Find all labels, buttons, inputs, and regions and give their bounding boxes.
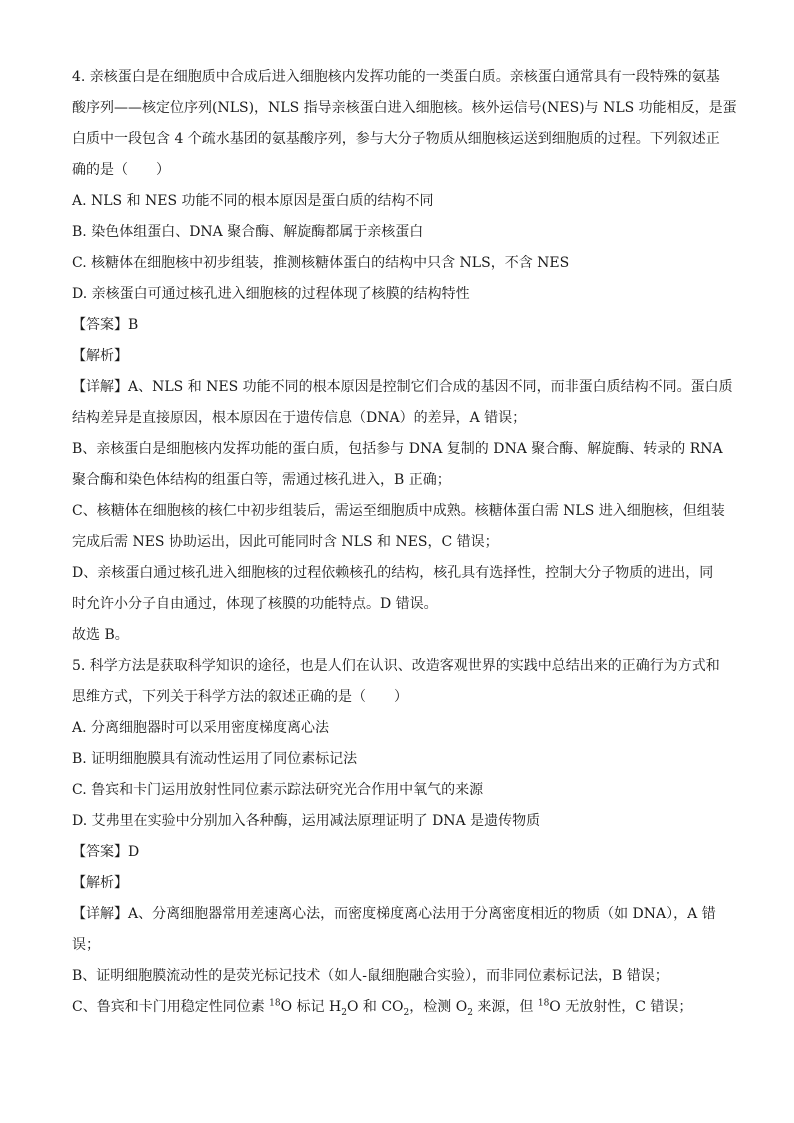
document-page [72,62,737,1023]
question-stem-line: 确的是（ ） [72,162,170,178]
question-5 [72,651,724,1023]
option-b: B. 证明细胞膜具有流动性运用了同位素标记法 [72,751,358,767]
option-c: C. 核糖体在细胞核中初步组装，推测核糖体蛋白的结构中只含 NLS，不含 NES [72,255,570,271]
question-stem-line: 4. 亲核蛋白是在细胞质中合成后进入细胞核内发挥功能的一类蛋白质。亲核蛋白通常具有一段特殊的氨基 [72,69,720,85]
text-run: O 标记 H [280,999,342,1015]
explanation-line: C、核糖体在细胞核的核仁中初步组装后，需运至细胞质中成熟。核糖体蛋白需 NLS 进入细胞核，但组装 [72,503,725,519]
text-run: ，检测 O [409,999,468,1015]
explanation-line: 【详解】A、NLS 和 NES 功能不同的根本原因是控制它们合成的基因不同，而非蛋白质结构不同。蛋白质 [72,379,733,395]
option-d: D. 亲核蛋白可通过核孔进入细胞核的过程体现了核膜的结构特性 [72,286,470,302]
explanation-line: 时允许小分子自由通过，体现了核膜的功能特点。D 错误。 [72,596,438,612]
option-b: B. 染色体组蛋白、DNA 聚合酶、解旋酶都属于亲核蛋白 [72,224,424,240]
explanation-line: 误； [72,937,100,953]
option-a: A. 分离细胞器时可以采用密度梯度离心法 [72,720,330,736]
explanation-line: 结构差异是直接原因，根本原因在于遗传信息（DNA）的差异，A 错误； [72,410,527,426]
option-a: A. NLS 和 NES 功能不同的根本原因是蛋白质的结构不同 [72,193,434,209]
isotope-mass-number: 18 [269,998,281,1009]
analysis-label: 【解析】 [72,875,128,891]
text-run: O 无放射性，C 错误； [549,999,693,1015]
option-d: D. 艾弗里在实验中分别加入各种酶，运用减法原理证明了 DNA 是遗传物质 [72,813,541,829]
answer-label: 【答案】B [72,317,139,333]
option-c: C. 鲁宾和卡门运用放射性同位素示踪法研究光合作用中氧气的来源 [72,782,484,798]
question-4 [72,62,737,651]
text-run: 来源，但 [472,999,538,1015]
question-stem-line: 白质中一段包含 4 个疏水基团的氨基酸序列，参与大分子物质从细胞核运送到细胞质的过程。下列叙述正 [72,131,720,147]
question-stem-line: 思维方式，下列关于科学方法的叙述正确的是（ ） [72,689,408,705]
explanation-line: 聚合酶和染色体结构的组蛋白等，需通过核孔进入，B 正确； [72,472,451,488]
explanation-line-isotope [72,992,724,1023]
answer-label: 【答案】D [72,844,140,860]
subscript: 2 [467,1007,473,1018]
explanation-line: B、亲核蛋白是细胞核内发挥功能的蛋白质，包括参与 DNA 复制的 DNA 聚合酶、解旋酶、转录的 RNA [72,441,723,457]
isotope-mass-number: 18 [537,998,550,1009]
question-stem-line: 酸序列——核定位序列(NLS)，NLS 指导亲核蛋白进入细胞核。核外运信号(NES)与 NLS 功能相反，是蛋 [72,100,737,116]
subscript: 2 [403,1007,410,1018]
explanation-line: D、亲核蛋白通过核孔进入细胞核的过程依赖核孔的结构，核孔具有选择性，控制大分子物质的进出，同 [72,565,714,581]
subscript: 2 [341,1007,347,1018]
text-run: O 和 CO [346,999,404,1015]
analysis-label: 【解析】 [72,348,128,364]
conclusion-line: 故选 B。 [72,627,129,643]
explanation-line: B、证明细胞膜流动性的是荧光标记技术（如人-鼠细胞融合实验），而非同位素标记法，B 错误； [72,968,669,984]
explanation-line: 【详解】A、分离细胞器常用差速离心法，而密度梯度离心法用于分离密度相近的物质（如 DNA），A 错 [72,906,716,922]
text-run: C、鲁宾和卡门用稳定性同位素 [72,999,270,1015]
question-stem-line: 5. 科学方法是获取科学知识的途径，也是人们在认识、改造客观世界的实践中总结出来的正确行为方式和 [72,658,720,674]
explanation-line: 完成后需 NES 协助运出，因此可能同时含 NLS 和 NES，C 错误； [72,534,499,550]
